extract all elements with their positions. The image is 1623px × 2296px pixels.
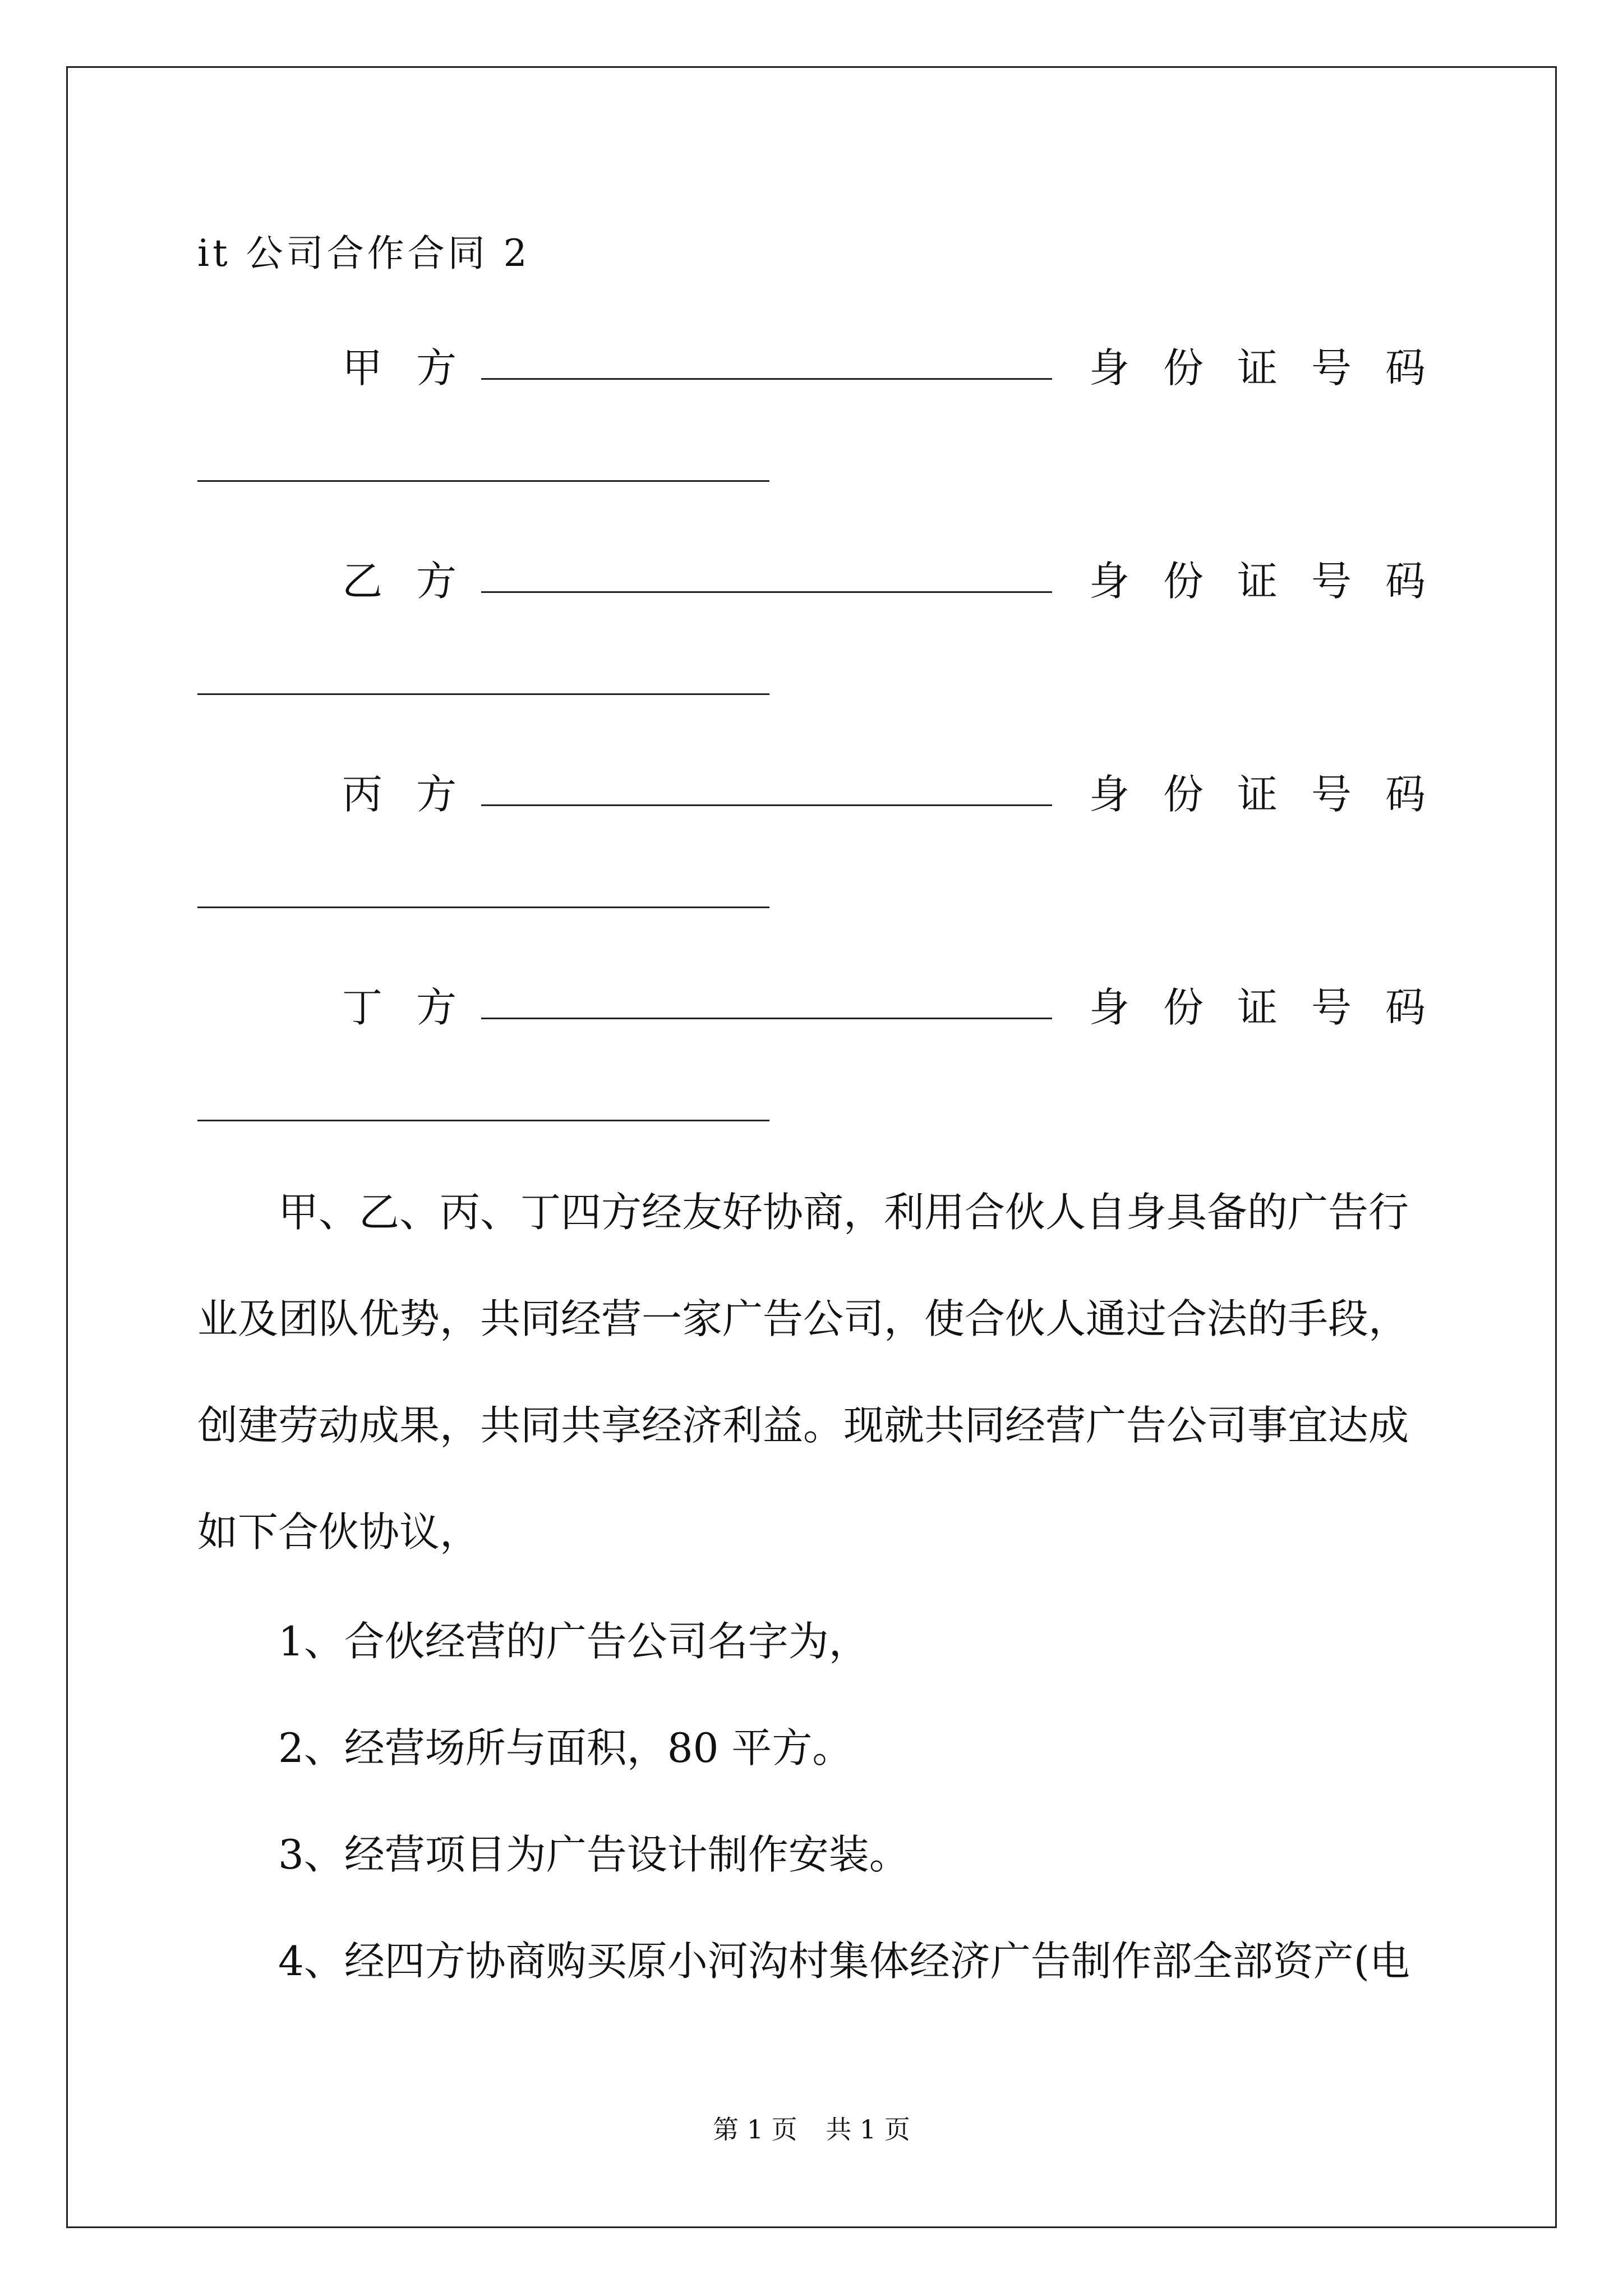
paragraph-line: 如下合伙协议， xyxy=(197,1508,481,1556)
party-row-ding xyxy=(197,975,1459,1042)
party-row-jia xyxy=(197,335,1459,403)
name-blank-line[interactable] xyxy=(481,1018,1052,1019)
id-blank-line[interactable] xyxy=(197,693,769,695)
clause-item-3: 3、经营项目为广告设计制作安装。 xyxy=(278,1831,910,1878)
page-total: 共 1 页 xyxy=(826,2114,910,2145)
clause-item-4: 4、经四方协商购买原小河沟村集体经济广告制作部全部资产(电 xyxy=(278,1938,1410,1985)
party-row-yi xyxy=(197,549,1459,616)
paragraph-line: 甲、乙、丙、丁四方经友好协商，利用合伙人自身具备的广告行 xyxy=(278,1189,1409,1236)
intro-paragraph xyxy=(197,1159,1426,1585)
id-blank-line[interactable] xyxy=(197,1120,769,1121)
id-number-label: 身份证号码 xyxy=(1089,984,1459,1031)
name-blank-line[interactable] xyxy=(481,804,1052,806)
page-footer xyxy=(0,2109,1623,2146)
paragraph-line: 业及团队优势，共同经营一家广告公司，使合伙人通过合法的手段， xyxy=(197,1295,1409,1342)
id-blank-line[interactable] xyxy=(197,907,769,908)
document-title: it 公司合作合同 2 xyxy=(197,232,531,275)
id-number-label: 身份证号码 xyxy=(1089,771,1459,818)
paragraph-line: 创建劳动成果，共同共享经济利益。现就共同经营广告公司事宜达成 xyxy=(197,1402,1409,1449)
clause-item-1: 1、合伙经营的广告公司名字为， xyxy=(278,1618,869,1665)
party-label: 乙方 xyxy=(342,558,491,605)
id-blank-line[interactable] xyxy=(197,480,769,482)
id-number-label: 身份证号码 xyxy=(1089,558,1459,605)
name-blank-line[interactable] xyxy=(481,378,1052,380)
name-blank-line[interactable] xyxy=(481,591,1052,593)
clause-item-2: 2、经营场所与面积，80 平方。 xyxy=(278,1724,853,1772)
id-number-label: 身份证号码 xyxy=(1089,344,1459,392)
party-label: 丙方 xyxy=(342,771,491,818)
party-row-bing xyxy=(197,762,1459,829)
party-label: 丁方 xyxy=(342,984,491,1031)
party-label: 甲方 xyxy=(342,344,491,392)
page-number: 第 1 页 xyxy=(713,2114,797,2145)
